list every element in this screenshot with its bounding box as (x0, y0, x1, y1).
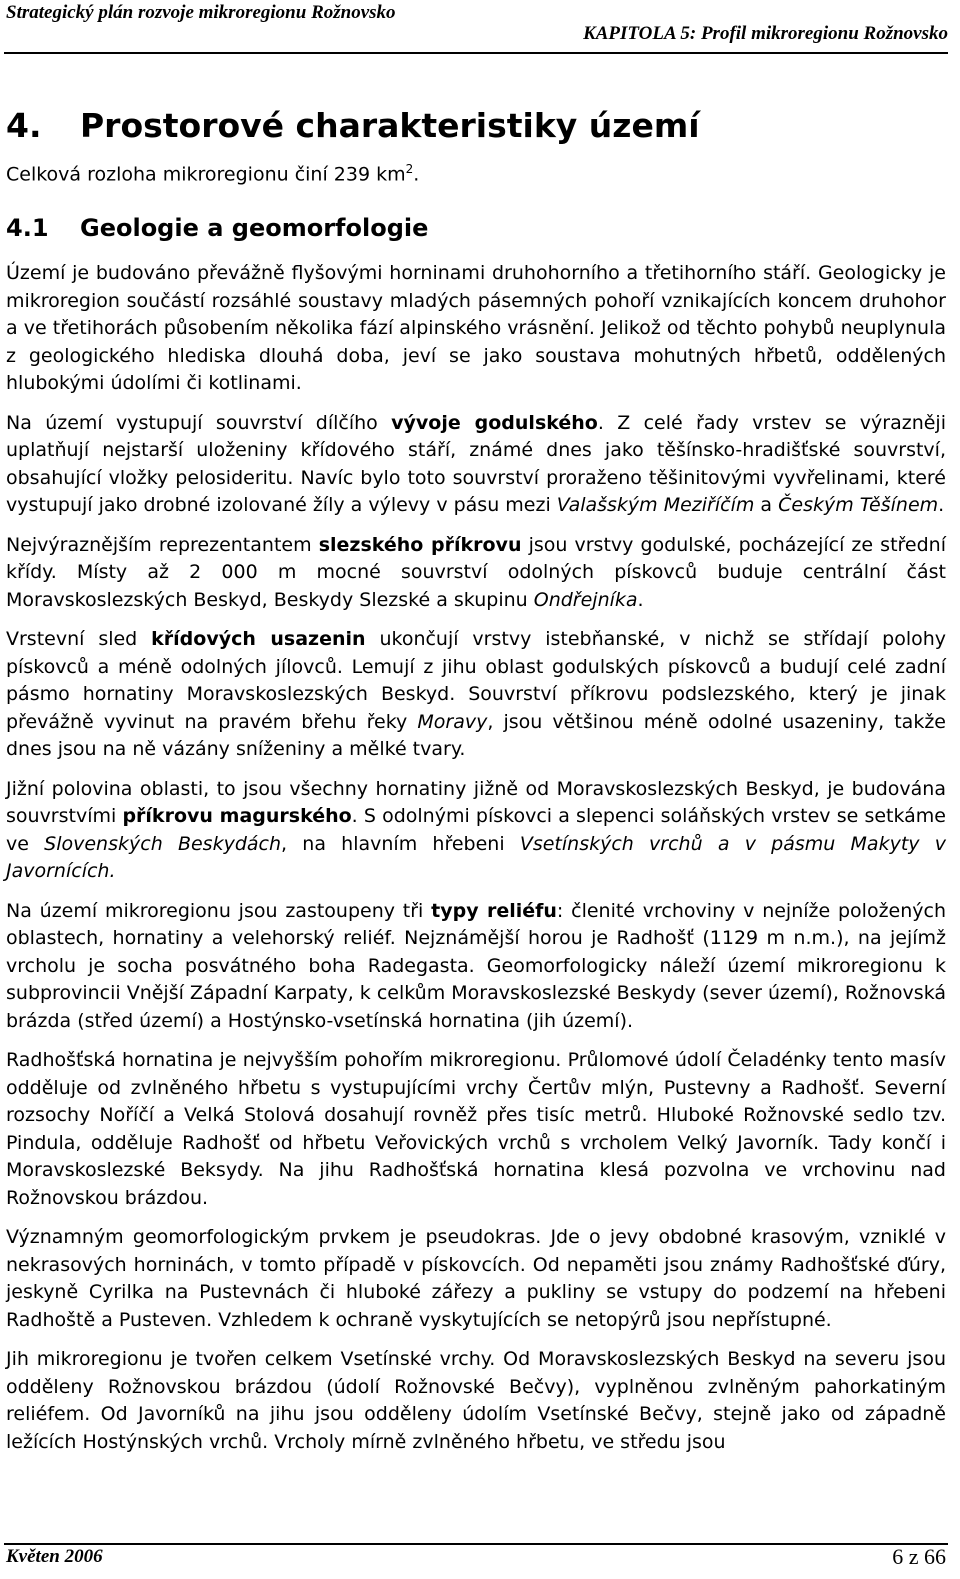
paragraph-1: Území je budováno převážně flyšovými horninami druhohorního a třetihorního stáří. Geologicky je mikroregion součástí rozsáhlé soustavy mladých pásemných pohoří vznikajících koncem druhohor a ve třetihorách působením několika fází alpinského vrásnění. Jelikož od těchto pohybů neuplynula z geologického hlediska dlouhá doba, jeví se jako soustava mohutných hřbetů, oddělených hlubokými údolími či kotlinami. (6, 262, 946, 394)
page-number: 6 z 66 (892, 1544, 946, 1569)
place-slovenske-beskydy: Slovenských Beskydách (44, 832, 282, 855)
running-header-chapter: KAPITOLA 5: Profil mikroregionu Rožnovsko (583, 23, 948, 44)
area-text: Celková rozloha mikroregionu činí 239 km (6, 163, 406, 186)
section-title: Prostorové charakteristiky území (80, 106, 700, 145)
emphasis-typy-reliefu: typy reliéfu (431, 899, 557, 922)
running-header-title: Strategický plán rozvoje mikroregionu Rožnovsko (6, 2, 396, 23)
area-superscript: 2 (405, 162, 414, 176)
place-valassky-mezirici: Valašským Meziříčím (556, 494, 755, 516)
paragraph-9: Jih mikroregionu je tvořen celkem Vsetínské vrchy. Od Moravskoslezských Beskyd na severu jsou odděleny Rožnovskou brázdou (údolí Rožnovské Bečvy), vyplněnou zvlněným pahorkatiným reliéfem. Od Javorníků na jihu jsou odděleny údolím Vsetínské Bečvy, stejně jako od západně ležících Hostýnských vrchů. Vrcholy mírně zvlněného hřbetu, ve středu jsou (6, 1348, 946, 1453)
place-morava: Moravy (417, 710, 488, 733)
area-end: . (413, 163, 420, 186)
section-number: 4. (6, 106, 42, 145)
emphasis-godulsky: vývoje godulského (391, 411, 598, 434)
footer-divider (4, 1543, 948, 1545)
subsection-heading (6, 214, 428, 242)
place-ondrejnik: Ondřejníka (533, 588, 638, 611)
area-statement (6, 162, 419, 185)
body-text (6, 260, 946, 1468)
emphasis-kridove-usazeniny: křídových usazenin (151, 628, 366, 650)
emphasis-slezsky-prikrov: slezského příkrovu (318, 533, 522, 556)
paragraph-3: Nejvýraznějším reprezentantem slezského příkrovu jsou vrstvy godulské, pocházející ze střední křídy. Místy až 2 000 m mocné souvrství odolných pískovců buduje centrální část Moravskoslezských Beskyd, Beskydy Slezské a skupinu Ondřejníka. (6, 533, 946, 611)
subsection-title: Geologie a geomorfologie (80, 214, 429, 242)
place-cesky-tesin: Českým Těšínem (778, 494, 939, 516)
section-heading (6, 106, 700, 145)
paragraph-7: Radhošťská hornatina je nejvyšším pohořím mikroregionu. Průlomové údolí Čeladénky tento masív odděluje od zvlněného hřbetu s vystupujícími vrchy Čertův mlýn, Pustevny a Radhošť. Severní rozsochy Noříčí a Velká Stolová dosahují rovněž přes tisíc metrů. Hluboké Rožnovské sedlo tzv. Pindula, odděluje Radhošť od hřbetu Veřovických vrchů s vrcholem Velký Javorník. Tady končí i Moravskoslezské Beksydy. Na jihu Radhošťská hornatina klesá pozvolna ve vrchovinu nad Rožnovskou brázdou. (6, 1049, 946, 1209)
subsection-number: 4.1 (6, 214, 49, 242)
place-vsetinske-vrchy: Vsetínských vrchů a v pásmu Makyty v Javornících. (6, 832, 946, 882)
paragraph-5: Jižní polovina oblasti, to jsou všechny hornatiny jižně od Moravskoslezských Beskyd, je budována souvrstvími příkrovu magurského. S odolnými pískovci a slepenci soláňských vrstev se setkáme ve Slovenských Beskydách, na hlavním hřebeni Vsetínských vrchů a v pásmu Makyty v Javornících. (6, 777, 946, 882)
paragraph-4: Vrstevní sled křídových usazenin ukončují vrstvy istebňanské, v nichž se střídají polohy pískovců a méně odolných jílovců. Lemují z jihu oblast godulských pískovců a budují celé zadní pásmo hornatiny Moravskoslezských Beskyd. Souvrství příkrovu podslezského, který je jinak převážně vyvinut na pravém břehu řeky Moravy, jsou většinou méně odolné usazeniny, takže dnes jsou na ně vázány sníženiny a mělké tvary. (6, 628, 947, 760)
paragraph-2: Na území vystupují souvrství dílčího vývoje godulského. Z celé řady vrstev se výrazněji uplatňují nejstarší uloženiny křídového stáří, známé dnes jako těšínsko-hradišťské souvrství, obsahující vložky pelosideritu. Navíc bylo toto souvrství proraženo těšinitovými vyvřelinami, které vystupují jako drobné izolované žíly a výlevy v pásu mezi Valašským Meziříčím a Českým Těšínem. (6, 411, 946, 516)
paragraph-6: Na území mikroregionu jsou zastoupeny tři typy reliéfu: členité vrchoviny v nejníže položených oblastech, hornatiny a velehorský reliéf. Nejznámější horou je Radhošť (1129 m n.m.), na jejímž vrcholu je socha posvátného boha Radegasta. Geomorfologicky náleží území mikroregionu k subprovincii Vnější Západní Karpaty, k celkům Moravskoslezské Beskydy (sever území), Rožnovská brázda (střed území) a Hostýnsko-vsetínská hornatina (jih území). (6, 899, 947, 1032)
header-divider (4, 52, 948, 54)
footer-date: Květen 2006 (6, 1546, 103, 1567)
emphasis-magursky-prikrov: příkrovu magurského (122, 805, 352, 827)
paragraph-8: Významným geomorfologickým prvkem je pseudokras. Jde o jevy obdobné krasovým, vzniklé v nekrasových horninách, v tomto případě v pískovcích. Od nepaměti jsou známy Radhošťské ďúry, jeskyně Cyrilka na Pustevnách či hluboké zářezy a pukliny se vstupy do podzemí na hřebeni Radhoště a Pusteven. Vzhledem k ochraně vyskytujících se netopýrů jsou nepřístupné. (6, 1226, 946, 1331)
